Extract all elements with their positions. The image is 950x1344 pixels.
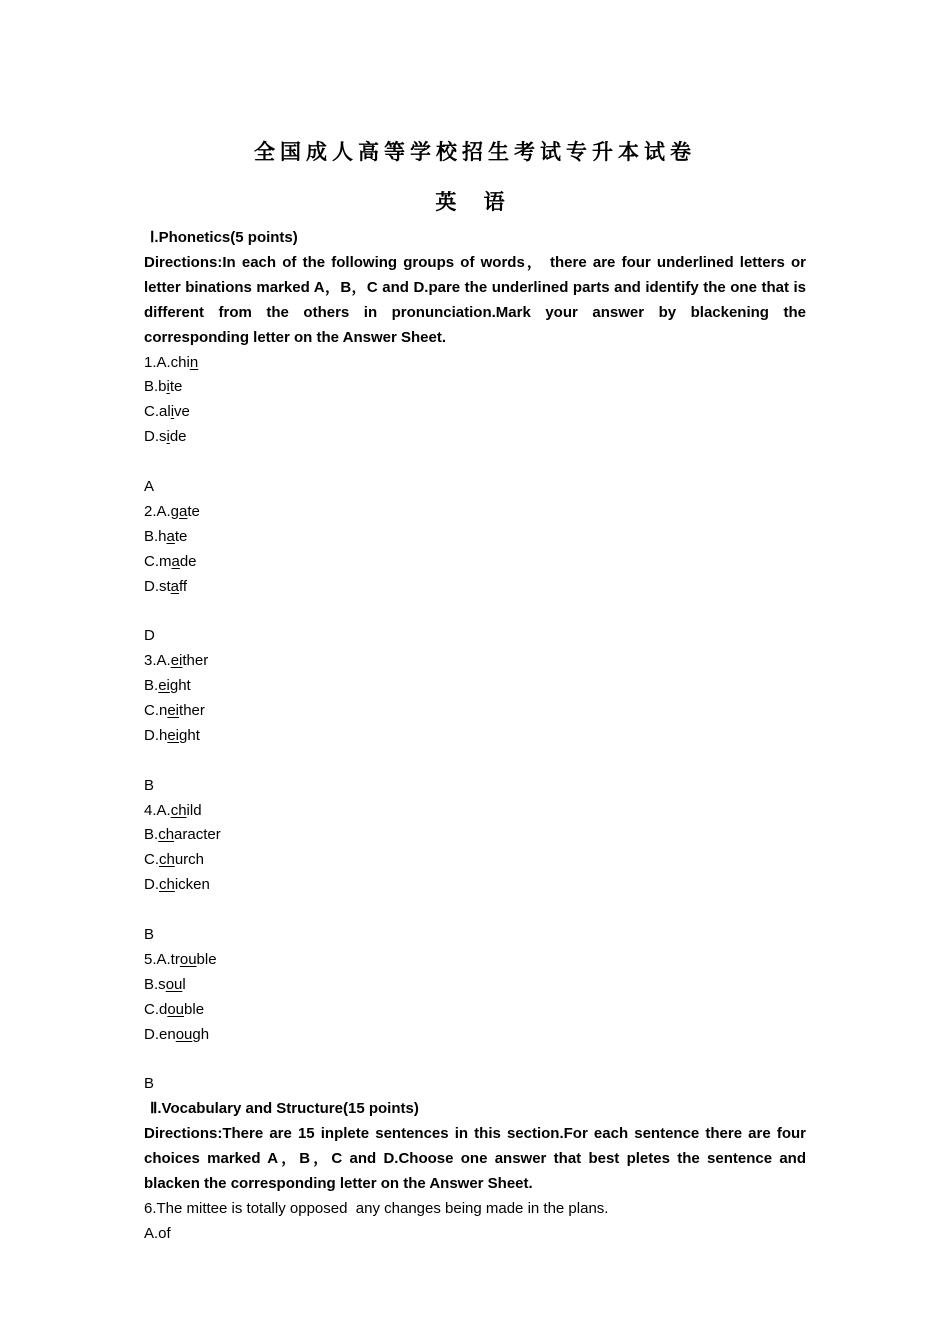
option-line: 4.A.child bbox=[144, 801, 202, 819]
answer-letter: B bbox=[144, 926, 155, 943]
section-heading: Ⅱ.Vocabulary and Structure(15 points) bbox=[150, 1100, 419, 1118]
option-line: 2.A.gate bbox=[144, 502, 200, 520]
option-line: B.soul bbox=[144, 975, 186, 993]
question-6-option-a: A.of bbox=[144, 1224, 171, 1242]
exam-title: 全国成人高等学校招生考试专升本试卷 bbox=[254, 140, 696, 164]
option-line: C.alive bbox=[144, 403, 190, 421]
option-line: D.enough bbox=[144, 1025, 210, 1043]
option-line: B.character bbox=[144, 826, 221, 844]
option-line: B.eight bbox=[144, 677, 191, 695]
option-line: 1.A.chin bbox=[144, 353, 199, 371]
option-line: B.hate bbox=[144, 527, 188, 545]
exam-content bbox=[144, 226, 806, 1247]
option-line: B.bite bbox=[144, 378, 183, 396]
exam-subject: 英 语 bbox=[435, 190, 515, 214]
directions-text: Directions:There are 15 inplete sentences in this section.For each sentence there are four choices marked A，B，C and D.Choose one answer that best pletes the sentence and blacken the corresponding letter on the Answer Sheet. bbox=[144, 1125, 806, 1192]
option-line: C.made bbox=[144, 552, 197, 570]
answer-letter: B bbox=[144, 1075, 155, 1093]
option-line: C.church bbox=[144, 851, 205, 869]
option-line: D.staff bbox=[144, 577, 188, 595]
answer-letter: D bbox=[144, 627, 155, 645]
answer-letter: A bbox=[144, 477, 155, 495]
option-line: C.neither bbox=[144, 701, 205, 719]
option-line: D.side bbox=[144, 428, 187, 446]
option-line: 3.A.either bbox=[144, 652, 209, 670]
option-line: D.height bbox=[144, 726, 200, 744]
option-line: C.double bbox=[144, 1000, 205, 1018]
section-heading: Ⅰ.Phonetics(5 points) bbox=[150, 229, 298, 246]
answer-letter: B bbox=[144, 776, 155, 794]
directions-text: Directions:In each of the following groups of words， there are four underlined letters or letter binations marked A，B，C and D.pare the underlined parts and identify the one that is different from the others in pronunciation.Mark your answer by blackening the corresponding letter on the Answer Sheet. bbox=[144, 253, 806, 346]
question-6-text: 6.The mittee is totally opposed any changes being made in the plans. bbox=[144, 1199, 609, 1217]
option-line: 5.A.trouble bbox=[144, 950, 217, 968]
option-line: D.chicken bbox=[144, 876, 210, 894]
